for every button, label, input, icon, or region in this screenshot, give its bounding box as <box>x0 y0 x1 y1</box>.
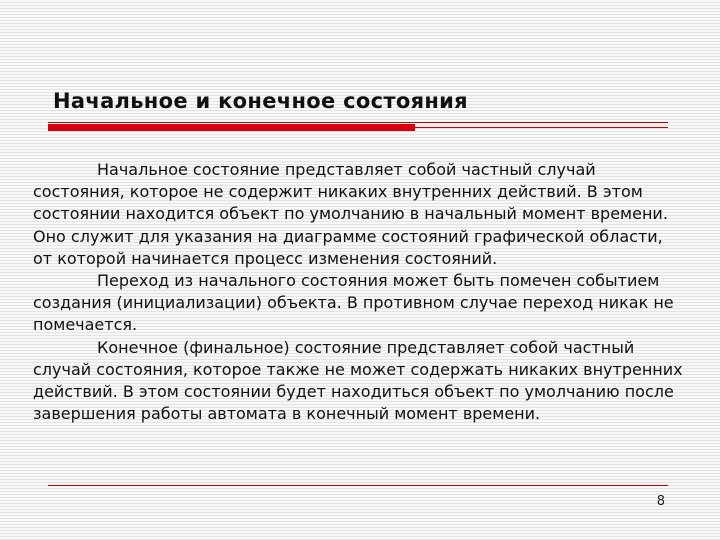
paragraph-final-state: Конечное (финальное) состояние представляет собой частный случай состояния, которое также не может содержать никаких внутренних действий. В этом состоянии будет находиться объект по умолчанию после завершения работы автомата в конечный момент времени. <box>33 337 683 424</box>
title-underline-thin-top <box>48 122 668 123</box>
title-underline-thin-bottom <box>415 127 668 128</box>
footer-divider <box>48 485 668 486</box>
slide-title: Начальное и конечное состояния <box>53 89 468 113</box>
slide-body <box>33 159 683 425</box>
paragraph-initial-transition: Переход из начального состояния может быть помечен событием создания (инициализации) объекта. В противном случае переход никак не помечается. <box>33 271 674 335</box>
paragraph-initial-state: Начальное состояние представляет собой частный случай состояния, которое не содержит никаких внутренних действий. В этом состоянии находится объект по умолчанию в начальный момент времени. Оно служит для указания на диаграмме состояний графической области, от которой начинается процесс изменения состояний. <box>33 160 668 268</box>
page-number: 8 <box>656 494 665 509</box>
title-underline-red-bar <box>48 124 415 131</box>
